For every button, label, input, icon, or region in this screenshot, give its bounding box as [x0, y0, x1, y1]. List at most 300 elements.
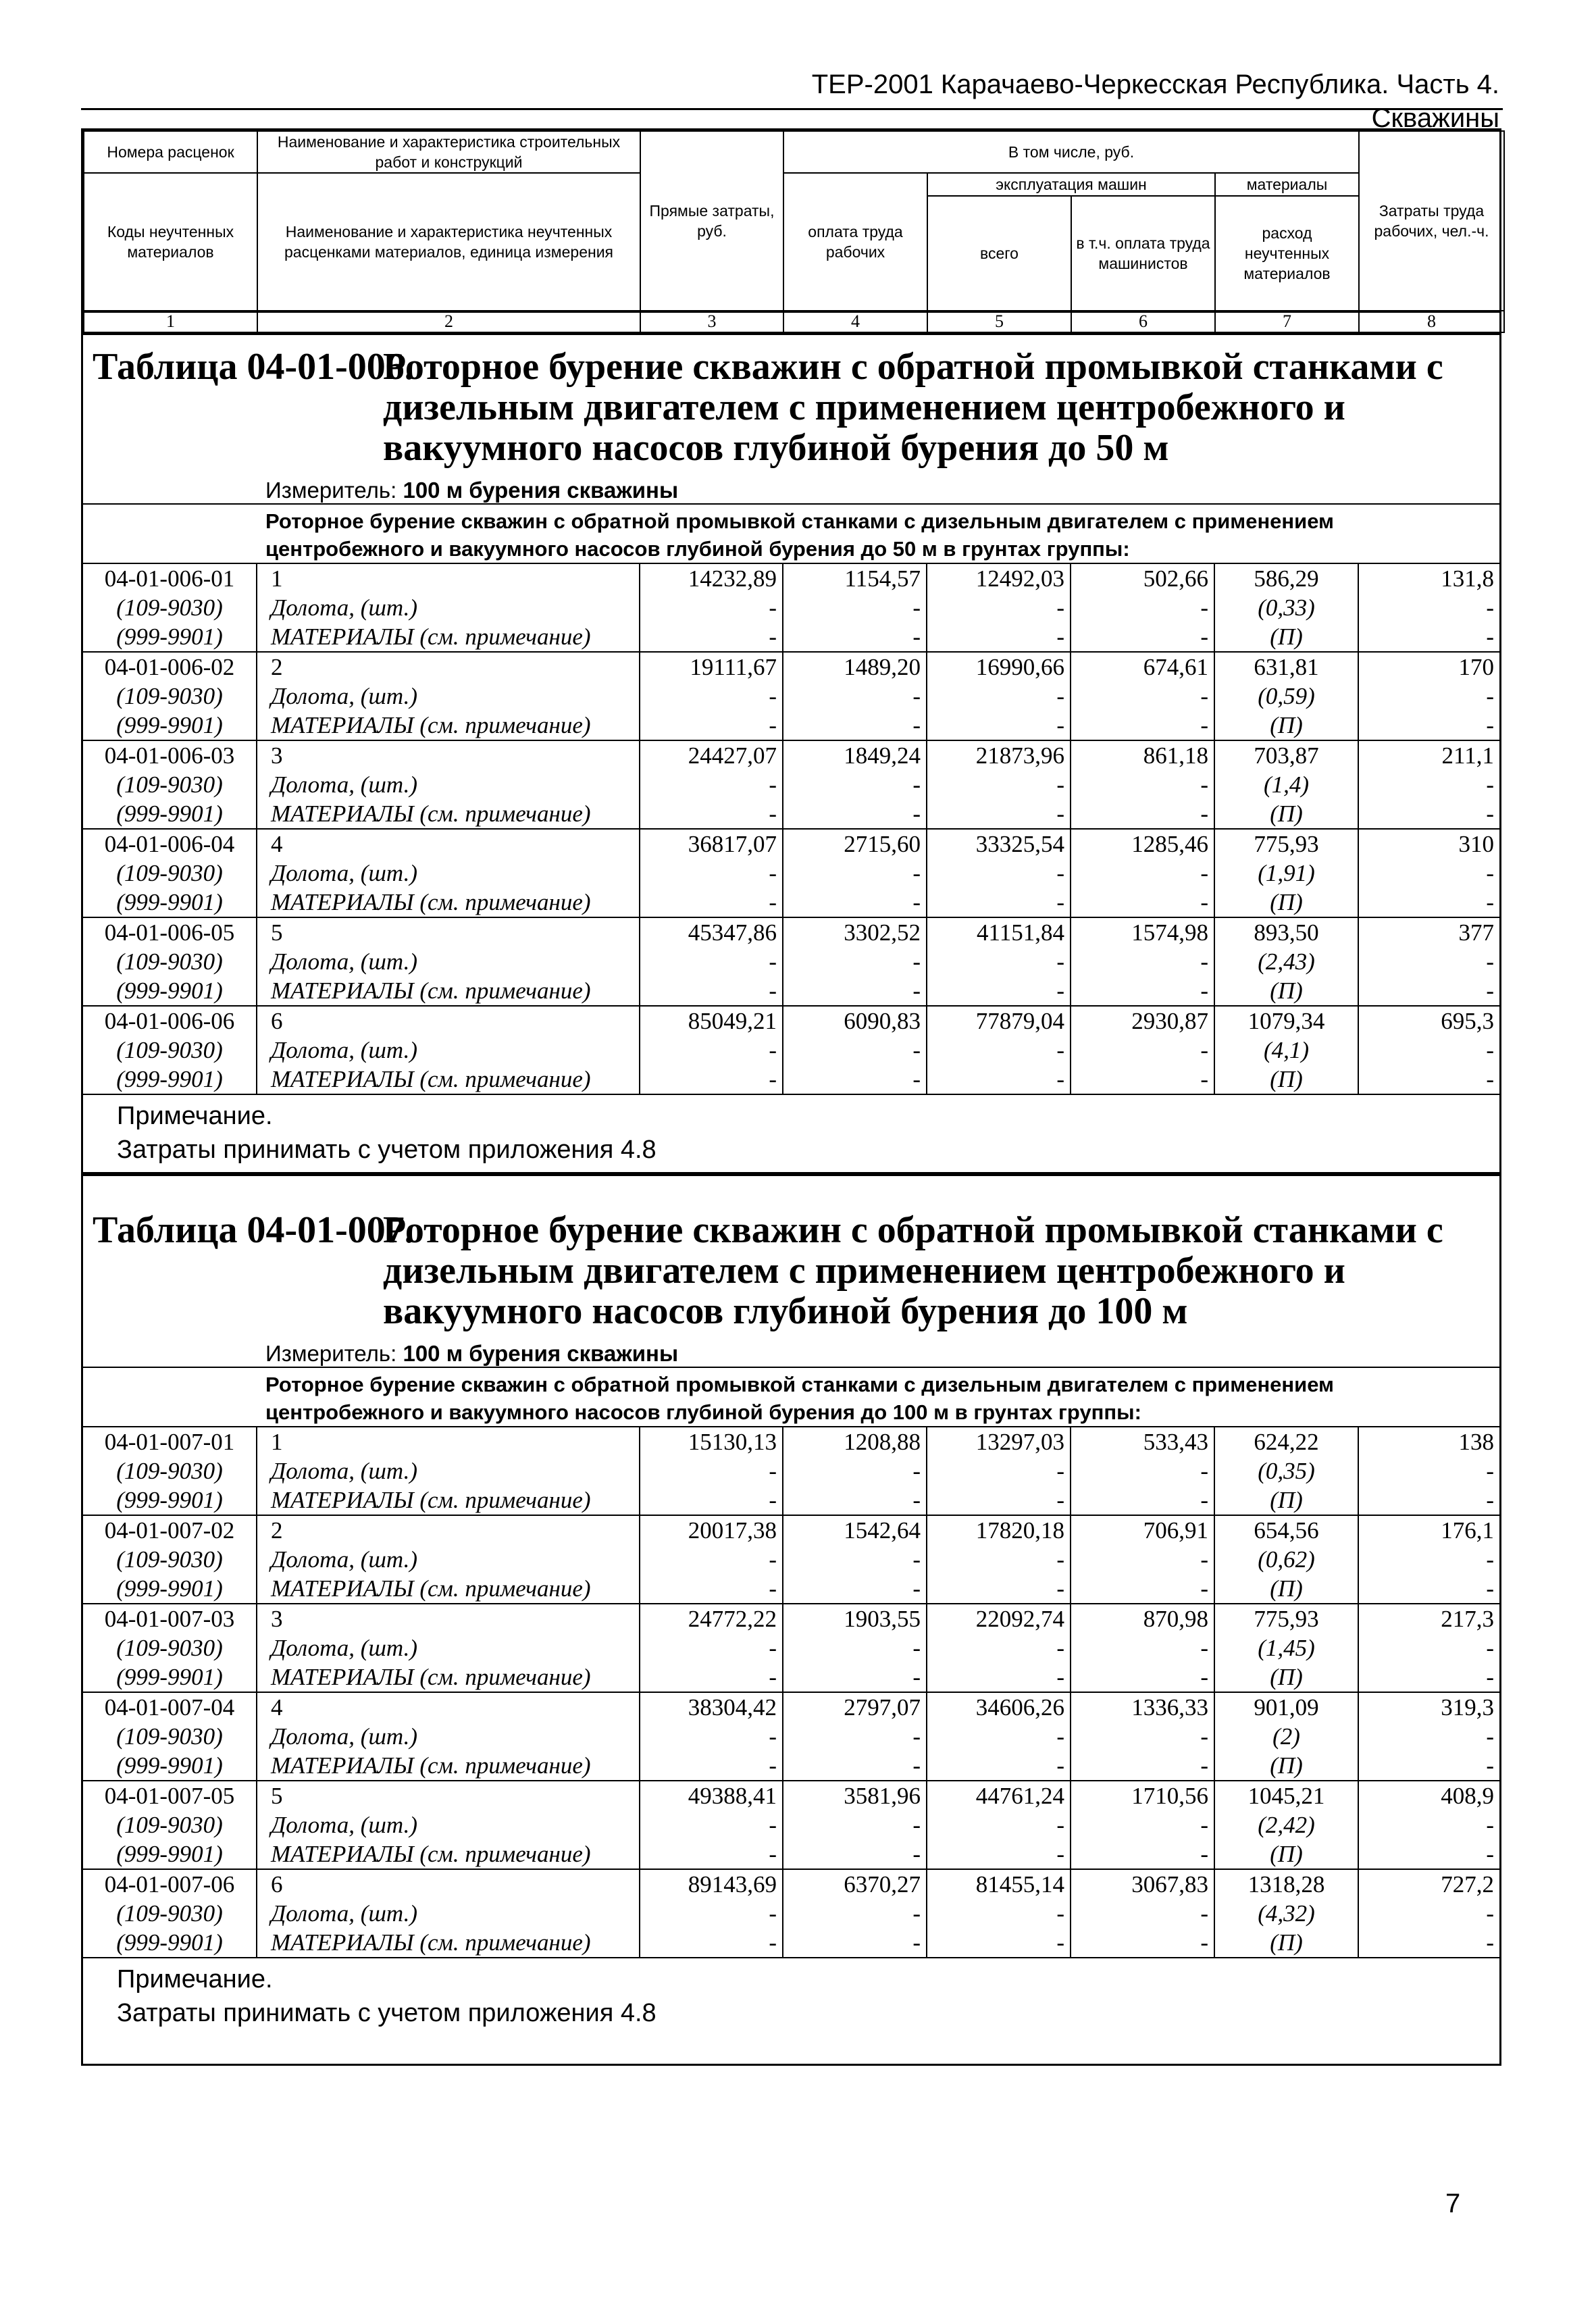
dash-cell: -	[783, 682, 927, 711]
labor-pay: 1903,55	[783, 1604, 927, 1633]
dash-cell: -	[1071, 1485, 1214, 1515]
dash-cell: -	[1071, 711, 1214, 740]
dash-cell: -	[1071, 859, 1214, 888]
resource-row-bits	[83, 1036, 1499, 1065]
group-heading: Роторное бурение скважин с обратной промывкой станками с дизельным двигателем с применением центробежного и вакуумного насосов глубиной бурения до 50 м в грунтах группы:	[83, 503, 1499, 563]
machines-total: 22092,74	[927, 1604, 1071, 1633]
machines-total: 44761,24	[927, 1781, 1071, 1810]
dash-cell: -	[927, 1574, 1071, 1604]
resource-row-materials	[83, 1662, 1499, 1692]
dash-cell: -	[1071, 682, 1214, 711]
resource-quantity: (П)	[1214, 976, 1358, 1006]
col-num: 1	[84, 311, 257, 332]
dash-cell: -	[783, 1899, 927, 1928]
machinist-pay: 861,18	[1071, 740, 1214, 770]
resource-name: МАТЕРИАЛЫ (см. примечание)	[257, 1751, 640, 1781]
dash-cell: -	[1358, 1036, 1499, 1065]
rates-table-body	[83, 563, 1499, 1094]
dash-cell: -	[640, 1574, 783, 1604]
dash-cell: -	[1071, 1065, 1214, 1094]
col-machines: эксплуатация машин	[927, 173, 1215, 196]
materials-cost: 893,50	[1214, 917, 1358, 947]
header-rule	[81, 108, 1503, 110]
dash-cell: -	[1358, 1662, 1499, 1692]
col-num: 4	[783, 311, 927, 332]
resource-quantity: (1,45)	[1214, 1633, 1358, 1662]
resource-row-bits	[83, 593, 1499, 622]
labor-pay: 3302,52	[783, 917, 927, 947]
rate-row	[83, 1692, 1499, 1722]
rate-name: 5	[257, 917, 640, 947]
resource-code: (109-9030)	[116, 1900, 223, 1927]
resource-row-materials	[83, 799, 1499, 829]
resource-quantity: (П)	[1214, 888, 1358, 917]
dash-cell: -	[640, 1662, 783, 1692]
materials-cost: 703,87	[1214, 740, 1358, 770]
direct-cost: 14232,89	[640, 563, 783, 593]
dash-cell: -	[927, 770, 1071, 799]
resource-quantity: (П)	[1214, 1928, 1358, 1958]
dash-cell: -	[1358, 711, 1499, 740]
col-materials: материалы	[1215, 173, 1359, 196]
dash-cell: -	[783, 1065, 927, 1094]
resource-name: Долота, (шт.)	[257, 1036, 640, 1065]
dash-cell: -	[1071, 1810, 1214, 1839]
dash-cell: -	[1071, 1662, 1214, 1692]
resource-quantity: (П)	[1214, 1751, 1358, 1781]
resource-name: МАТЕРИАЛЫ (см. примечание)	[257, 1928, 640, 1958]
rate-row	[83, 1604, 1499, 1633]
resource-name: Долота, (шт.)	[257, 1456, 640, 1485]
labor-hours: 727,2	[1358, 1869, 1499, 1899]
rate-code: 04-01-006-02	[83, 652, 257, 682]
materials-cost: 624,22	[1214, 1427, 1358, 1456]
dash-cell: -	[1358, 1899, 1499, 1928]
dash-cell: -	[783, 1722, 927, 1751]
dash-cell: -	[927, 1633, 1071, 1662]
dash-cell: -	[783, 859, 927, 888]
resource-name: Долота, (шт.)	[257, 682, 640, 711]
materials-cost: 775,93	[1214, 1604, 1358, 1633]
machines-total: 77879,04	[927, 1006, 1071, 1036]
resource-code: (109-9030)	[116, 948, 223, 975]
resource-code: (999-9901)	[83, 1839, 257, 1869]
resource-name: МАТЕРИАЛЫ (см. примечание)	[257, 1065, 640, 1094]
resource-quantity: (2,43)	[1214, 947, 1358, 976]
dash-cell: -	[783, 1662, 927, 1692]
dash-cell: -	[927, 622, 1071, 652]
resource-row-bits	[83, 682, 1499, 711]
dash-cell: -	[1358, 1456, 1499, 1485]
resource-quantity: (П)	[1214, 622, 1358, 652]
direct-cost: 45347,86	[640, 917, 783, 947]
rate-code: 04-01-007-02	[83, 1515, 257, 1545]
dash-cell: -	[783, 593, 927, 622]
dash-cell: -	[783, 799, 927, 829]
resource-quantity: (0,33)	[1214, 593, 1358, 622]
resource-code: (999-9901)	[83, 1065, 257, 1094]
rate-name: 1	[257, 563, 640, 593]
resource-name: МАТЕРИАЛЫ (см. примечание)	[257, 711, 640, 740]
labor-pay: 1542,64	[783, 1515, 927, 1545]
rate-code: 04-01-006-03	[83, 740, 257, 770]
col-num: 5	[927, 311, 1071, 332]
machinist-pay: 674,61	[1071, 652, 1214, 682]
machines-total: 33325,54	[927, 829, 1071, 859]
dash-cell: -	[640, 1810, 783, 1839]
dash-cell: -	[783, 1928, 927, 1958]
resource-name: МАТЕРИАЛЫ (см. примечание)	[257, 622, 640, 652]
resource-name: МАТЕРИАЛЫ (см. примечание)	[257, 1574, 640, 1604]
col-labor-hours: Затраты труда рабочих, чел.-ч.	[1359, 131, 1504, 311]
dash-cell: -	[1358, 770, 1499, 799]
dash-cell: -	[783, 1633, 927, 1662]
machinist-pay: 1710,56	[1071, 1781, 1214, 1810]
materials-cost: 775,93	[1214, 829, 1358, 859]
materials-cost: 1318,28	[1214, 1869, 1358, 1899]
resource-name: Долота, (шт.)	[257, 859, 640, 888]
labor-hours: 319,3	[1358, 1692, 1499, 1722]
dash-cell: -	[640, 859, 783, 888]
rate-row	[83, 829, 1499, 859]
rate-name: 6	[257, 1869, 640, 1899]
dash-cell: -	[640, 622, 783, 652]
unit-label: Измеритель:	[265, 478, 397, 503]
materials-cost: 901,09	[1214, 1692, 1358, 1722]
col-machines-total: всего	[927, 196, 1071, 311]
labor-hours: 170	[1358, 652, 1499, 682]
resource-name: Долота, (шт.)	[257, 1545, 640, 1574]
resource-name: Долота, (шт.)	[257, 770, 640, 799]
dash-cell: -	[1071, 888, 1214, 917]
rate-row	[83, 1781, 1499, 1810]
dash-cell: -	[783, 947, 927, 976]
dash-cell: -	[1358, 1839, 1499, 1869]
dash-cell: -	[640, 1839, 783, 1869]
rate-name: 2	[257, 652, 640, 682]
machinist-pay: 2930,87	[1071, 1006, 1214, 1036]
dash-cell: -	[783, 1036, 927, 1065]
resource-code: (109-9030)	[116, 1812, 223, 1838]
resource-row-bits	[83, 1722, 1499, 1751]
dash-cell: -	[783, 1751, 927, 1781]
dash-cell: -	[783, 888, 927, 917]
group-heading: Роторное бурение скважин с обратной промывкой станками с дизельным двигателем с применением центробежного и вакуумного насосов глубиной бурения до 100 м в грунтах группы:	[83, 1367, 1499, 1426]
labor-pay: 2797,07	[783, 1692, 927, 1722]
direct-cost: 20017,38	[640, 1515, 783, 1545]
resource-quantity: (П)	[1214, 1485, 1358, 1515]
resource-name: МАТЕРИАЛЫ (см. примечание)	[257, 888, 640, 917]
labor-pay: 1489,20	[783, 652, 927, 682]
resource-quantity: (П)	[1214, 1839, 1358, 1869]
dash-cell: -	[1358, 1545, 1499, 1574]
direct-cost: 49388,41	[640, 1781, 783, 1810]
dash-cell: -	[1071, 1574, 1214, 1604]
materials-cost: 1079,34	[1214, 1006, 1358, 1036]
resource-quantity: (П)	[1214, 1065, 1358, 1094]
dash-cell: -	[927, 1662, 1071, 1692]
resource-name: МАТЕРИАЛЫ (см. примечание)	[257, 1662, 640, 1692]
table-title	[93, 1210, 1499, 1331]
dash-cell: -	[640, 770, 783, 799]
labor-hours: 408,9	[1358, 1781, 1499, 1810]
resource-code: (109-9030)	[116, 1458, 223, 1484]
direct-cost: 15130,13	[640, 1427, 783, 1456]
direct-cost: 24772,22	[640, 1604, 783, 1633]
table-title	[93, 347, 1499, 468]
rate-name: 6	[257, 1006, 640, 1036]
resource-code: (999-9901)	[83, 1574, 257, 1604]
resource-name: Долота, (шт.)	[257, 1722, 640, 1751]
col-labor-pay: оплата труда рабочих	[783, 173, 927, 311]
rate-code: 04-01-006-06	[83, 1006, 257, 1036]
col-num: 2	[257, 311, 640, 332]
machines-total: 16990,66	[927, 652, 1071, 682]
dash-cell: -	[927, 1899, 1071, 1928]
dash-cell: -	[640, 1928, 783, 1958]
dash-cell: -	[783, 770, 927, 799]
labor-hours: 695,3	[1358, 1006, 1499, 1036]
dash-cell: -	[1071, 1633, 1214, 1662]
dash-cell: -	[1071, 622, 1214, 652]
dash-cell: -	[640, 1633, 783, 1662]
rate-row	[83, 1869, 1499, 1899]
dash-cell: -	[927, 1485, 1071, 1515]
resource-quantity: (1,91)	[1214, 859, 1358, 888]
dash-cell: -	[1071, 1722, 1214, 1751]
labor-pay: 3581,96	[783, 1781, 927, 1810]
resource-name: Долота, (шт.)	[257, 1810, 640, 1839]
resource-name: МАТЕРИАЛЫ (см. примечание)	[257, 976, 640, 1006]
resource-row-materials	[83, 888, 1499, 917]
labor-pay: 1154,57	[783, 563, 927, 593]
dash-cell: -	[927, 1751, 1071, 1781]
dash-cell: -	[783, 1545, 927, 1574]
dash-cell: -	[783, 976, 927, 1006]
resource-row-materials	[83, 976, 1499, 1006]
resource-code: (109-9030)	[116, 771, 223, 798]
resource-quantity: (2,42)	[1214, 1810, 1358, 1839]
dash-cell: -	[640, 799, 783, 829]
rate-code: 04-01-007-03	[83, 1604, 257, 1633]
rate-code: 04-01-007-06	[83, 1869, 257, 1899]
dash-cell: -	[640, 682, 783, 711]
resource-name: Долота, (шт.)	[257, 947, 640, 976]
dash-cell: -	[927, 859, 1071, 888]
resource-row-bits	[83, 1633, 1499, 1662]
unit-value: 100 м бурения скважины	[403, 478, 679, 503]
labor-hours: 176,1	[1358, 1515, 1499, 1545]
dash-cell: -	[1071, 1545, 1214, 1574]
machinist-pay: 533,43	[1071, 1427, 1214, 1456]
machinist-pay: 1336,33	[1071, 1692, 1214, 1722]
dash-cell: -	[640, 1456, 783, 1485]
dash-cell: -	[927, 1928, 1071, 1958]
machinist-pay: 3067,83	[1071, 1869, 1214, 1899]
dash-cell: -	[1358, 799, 1499, 829]
dash-cell: -	[783, 622, 927, 652]
col-materials-use: расход неучтенных материалов	[1215, 196, 1359, 311]
resource-row-materials	[83, 1928, 1499, 1958]
resource-row-bits	[83, 947, 1499, 976]
rate-row	[83, 1515, 1499, 1545]
rate-row	[83, 563, 1499, 593]
dash-cell: -	[640, 1036, 783, 1065]
rate-code: 04-01-007-05	[83, 1781, 257, 1810]
col-num: 8	[1359, 311, 1504, 332]
labor-pay: 1208,88	[783, 1427, 927, 1456]
resource-code: (999-9901)	[83, 888, 257, 917]
resource-row-materials	[83, 1065, 1499, 1094]
dash-cell: -	[1358, 1633, 1499, 1662]
dash-cell: -	[1358, 1928, 1499, 1958]
dash-cell: -	[1071, 976, 1214, 1006]
resource-code: (999-9901)	[83, 1662, 257, 1692]
dash-cell: -	[1071, 593, 1214, 622]
dash-cell: -	[1071, 947, 1214, 976]
rate-name: 2	[257, 1515, 640, 1545]
resource-quantity: (4,32)	[1214, 1899, 1358, 1928]
dash-cell: -	[927, 1545, 1071, 1574]
col-machinist-pay: в т.ч. оплата труда машинистов	[1071, 196, 1215, 311]
labor-pay: 1849,24	[783, 740, 927, 770]
resource-code: (109-9030)	[116, 1037, 223, 1063]
resource-quantity: (П)	[1214, 1574, 1358, 1604]
materials-cost: 586,29	[1214, 563, 1358, 593]
dash-cell: -	[1071, 1751, 1214, 1781]
dash-cell: -	[640, 1751, 783, 1781]
direct-cost: 85049,21	[640, 1006, 783, 1036]
resource-code: (999-9901)	[83, 1485, 257, 1515]
dash-cell: -	[783, 1485, 927, 1515]
dash-cell: -	[927, 976, 1071, 1006]
rate-row	[83, 740, 1499, 770]
resource-code: (999-9901)	[83, 799, 257, 829]
dash-cell: -	[783, 711, 927, 740]
dash-cell: -	[1358, 1065, 1499, 1094]
dash-cell: -	[1071, 1839, 1214, 1869]
col-code-bottom: Коды неучтенных материалов	[84, 173, 257, 311]
rate-table-section	[81, 1174, 1501, 2066]
direct-cost: 89143,69	[640, 1869, 783, 1899]
col-num: 6	[1071, 311, 1215, 332]
dash-cell: -	[1071, 799, 1214, 829]
labor-pay: 2715,60	[783, 829, 927, 859]
rate-name: 5	[257, 1781, 640, 1810]
machinist-pay: 1574,98	[1071, 917, 1214, 947]
resource-quantity: (2)	[1214, 1722, 1358, 1751]
dash-cell: -	[927, 682, 1071, 711]
dash-cell: -	[1071, 770, 1214, 799]
col-num: 3	[640, 311, 783, 332]
resource-code: (999-9901)	[83, 1928, 257, 1958]
dash-cell: -	[927, 1810, 1071, 1839]
rate-name: 1	[257, 1427, 640, 1456]
resource-code: (109-9030)	[116, 594, 223, 621]
table-number: Таблица 04-01-006.	[93, 346, 414, 388]
resource-name: Долота, (шт.)	[257, 593, 640, 622]
rate-row	[83, 652, 1499, 682]
resource-row-bits	[83, 1899, 1499, 1928]
machinist-pay: 502,66	[1071, 563, 1214, 593]
dash-cell: -	[640, 593, 783, 622]
dash-cell: -	[927, 799, 1071, 829]
labor-pay: 6090,83	[783, 1006, 927, 1036]
rates-table	[83, 1426, 1499, 1958]
resource-code: (999-9901)	[83, 976, 257, 1006]
dash-cell: -	[783, 1810, 927, 1839]
dash-cell: -	[640, 888, 783, 917]
dash-cell: -	[640, 711, 783, 740]
resource-name: МАТЕРИАЛЫ (см. примечание)	[257, 1839, 640, 1869]
resource-quantity: (0,35)	[1214, 1456, 1358, 1485]
dash-cell: -	[783, 1456, 927, 1485]
direct-cost: 36817,07	[640, 829, 783, 859]
machines-total: 13297,03	[927, 1427, 1071, 1456]
resource-code: (109-9030)	[116, 860, 223, 886]
dash-cell: -	[1358, 976, 1499, 1006]
dash-cell: -	[1358, 682, 1499, 711]
labor-hours: 131,8	[1358, 563, 1499, 593]
resource-quantity: (П)	[1214, 799, 1358, 829]
labor-hours: 310	[1358, 829, 1499, 859]
dash-cell: -	[1358, 1574, 1499, 1604]
resource-quantity: (0,62)	[1214, 1545, 1358, 1574]
rate-row	[83, 1427, 1499, 1456]
resource-code: (999-9901)	[83, 1751, 257, 1781]
resource-row-materials	[83, 1574, 1499, 1604]
dash-cell: -	[640, 1545, 783, 1574]
direct-cost: 19111,67	[640, 652, 783, 682]
rate-row	[83, 917, 1499, 947]
resource-row-materials	[83, 1839, 1499, 1869]
column-header-table	[81, 128, 1501, 335]
resource-name: Долота, (шт.)	[257, 1633, 640, 1662]
labor-hours: 138	[1358, 1427, 1499, 1456]
resource-code: (999-9901)	[83, 622, 257, 652]
measurement-unit	[265, 478, 1499, 503]
dash-cell: -	[1071, 1899, 1214, 1928]
machinist-pay: 1285,46	[1071, 829, 1214, 859]
resource-row-bits	[83, 1456, 1499, 1485]
note-title: Примечание.	[117, 1102, 273, 1130]
rate-row	[83, 1006, 1499, 1036]
dash-cell: -	[1358, 1751, 1499, 1781]
resource-code: (109-9030)	[116, 1635, 223, 1661]
dash-cell: -	[783, 1839, 927, 1869]
machinist-pay: 706,91	[1071, 1515, 1214, 1545]
materials-cost: 1045,21	[1214, 1781, 1358, 1810]
dash-cell: -	[927, 1722, 1071, 1751]
rate-code: 04-01-007-04	[83, 1692, 257, 1722]
unit-value: 100 м бурения скважины	[403, 1341, 679, 1366]
table-title-text: Роторное бурение скважин с обратной промывкой станками с дизельным двигателем с применением центробежного и вакуумного насосов глубиной бурения до 50 м	[383, 346, 1443, 469]
resource-code: (109-9030)	[116, 683, 223, 709]
materials-cost: 654,56	[1214, 1515, 1358, 1545]
resource-row-materials	[83, 1751, 1499, 1781]
rate-name: 4	[257, 829, 640, 859]
resource-row-bits	[83, 770, 1499, 799]
resource-quantity: (4,1)	[1214, 1036, 1358, 1065]
materials-cost: 631,81	[1214, 652, 1358, 682]
labor-pay: 6370,27	[783, 1869, 927, 1899]
resource-row-bits	[83, 1810, 1499, 1839]
col-code-top: Номера расценок	[84, 131, 257, 173]
dash-cell: -	[1358, 622, 1499, 652]
dash-cell: -	[640, 1722, 783, 1751]
col-name-bottom: Наименование и характеристика неучтенных расценками материалов, единица измерения	[257, 173, 640, 311]
resource-row-bits	[83, 859, 1499, 888]
